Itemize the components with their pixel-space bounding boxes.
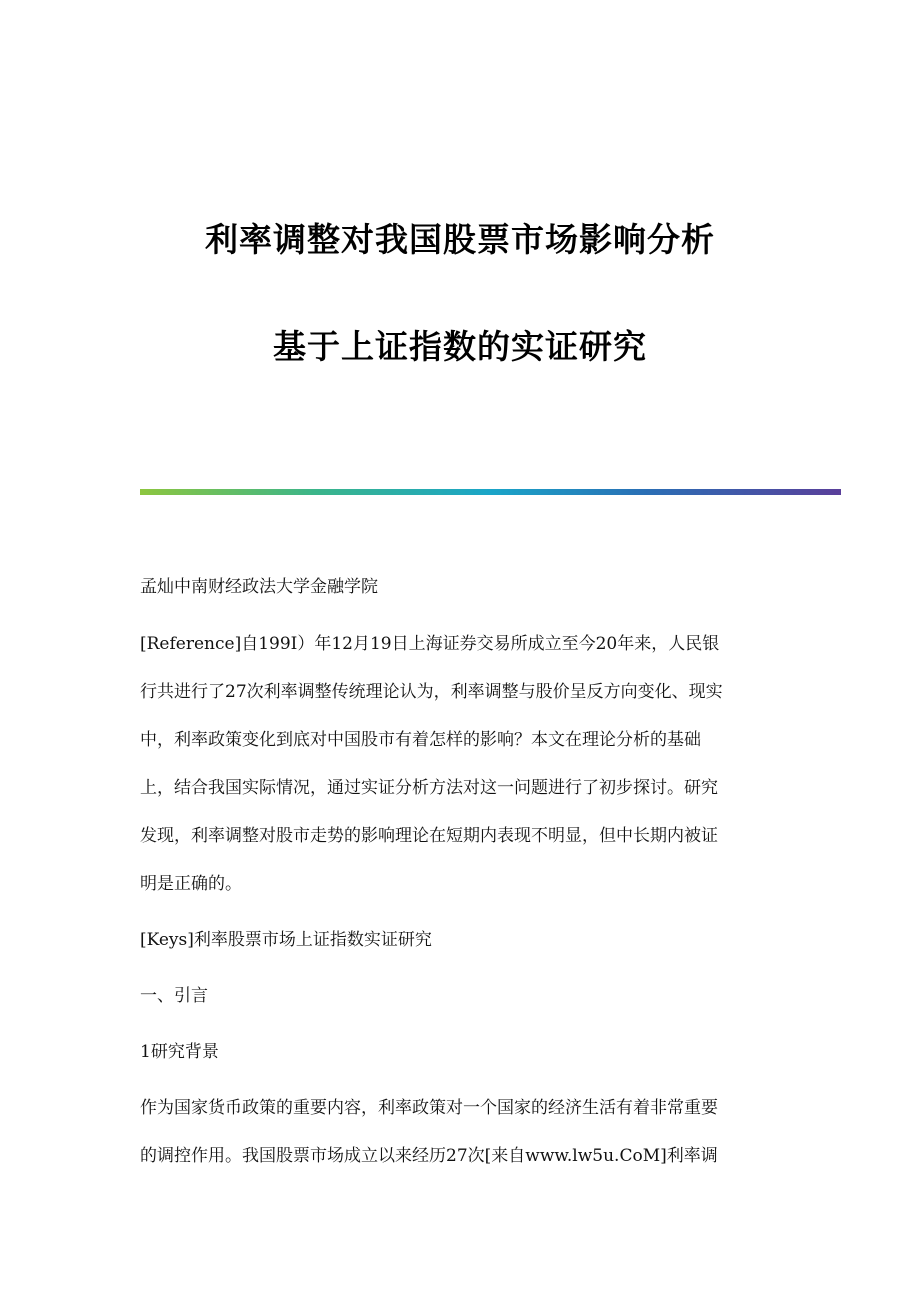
body-line-2: 的调控作用。我国股票市场成立以来经历27次[来自www.lw5u.CoM]利率调 <box>140 1146 718 1166</box>
body-line-1: 作为国家货币政策的重要内容，利率政策对一个国家的经济生活有着非常重要 <box>140 1098 718 1118</box>
abstract-line-4: 上，结合我国实际情况，通过实证分析方法对这一问题进行了初步探讨。研究 <box>140 778 718 798</box>
subsection-heading-background: 1研究背景 <box>140 1042 219 1062</box>
author-affiliation: 孟灿中南财经政法大学金融学院 <box>140 577 378 597</box>
document-title-line-2: 基于上证指数的实证研究 <box>273 327 647 366</box>
abstract-line-2: 行共进行了27次利率调整传统理论认为，利率调整与股价呈反方向变化、现实 <box>140 682 723 702</box>
gradient-divider <box>140 489 841 495</box>
keywords-line: [Keys]利率股票市场上证指数实证研究 <box>140 930 432 950</box>
section-heading-introduction: 一、引言 <box>140 986 208 1006</box>
abstract-line-1: [Reference]自199I）年12月19日上海证券交易所成立至今20年来，人民银 <box>140 634 720 654</box>
abstract-line-6: 明是正确的。 <box>140 874 242 894</box>
abstract-line-5: 发现，利率调整对股市走势的影响理论在短期内表现不明显，但中长期内被证 <box>140 826 718 846</box>
abstract-line-3: 中，利率政策变化到底对中国股市有着怎样的影响？本文在理论分析的基础 <box>140 730 701 750</box>
document-title-line-1: 利率调整对我国股票市场影响分析 <box>205 220 715 259</box>
